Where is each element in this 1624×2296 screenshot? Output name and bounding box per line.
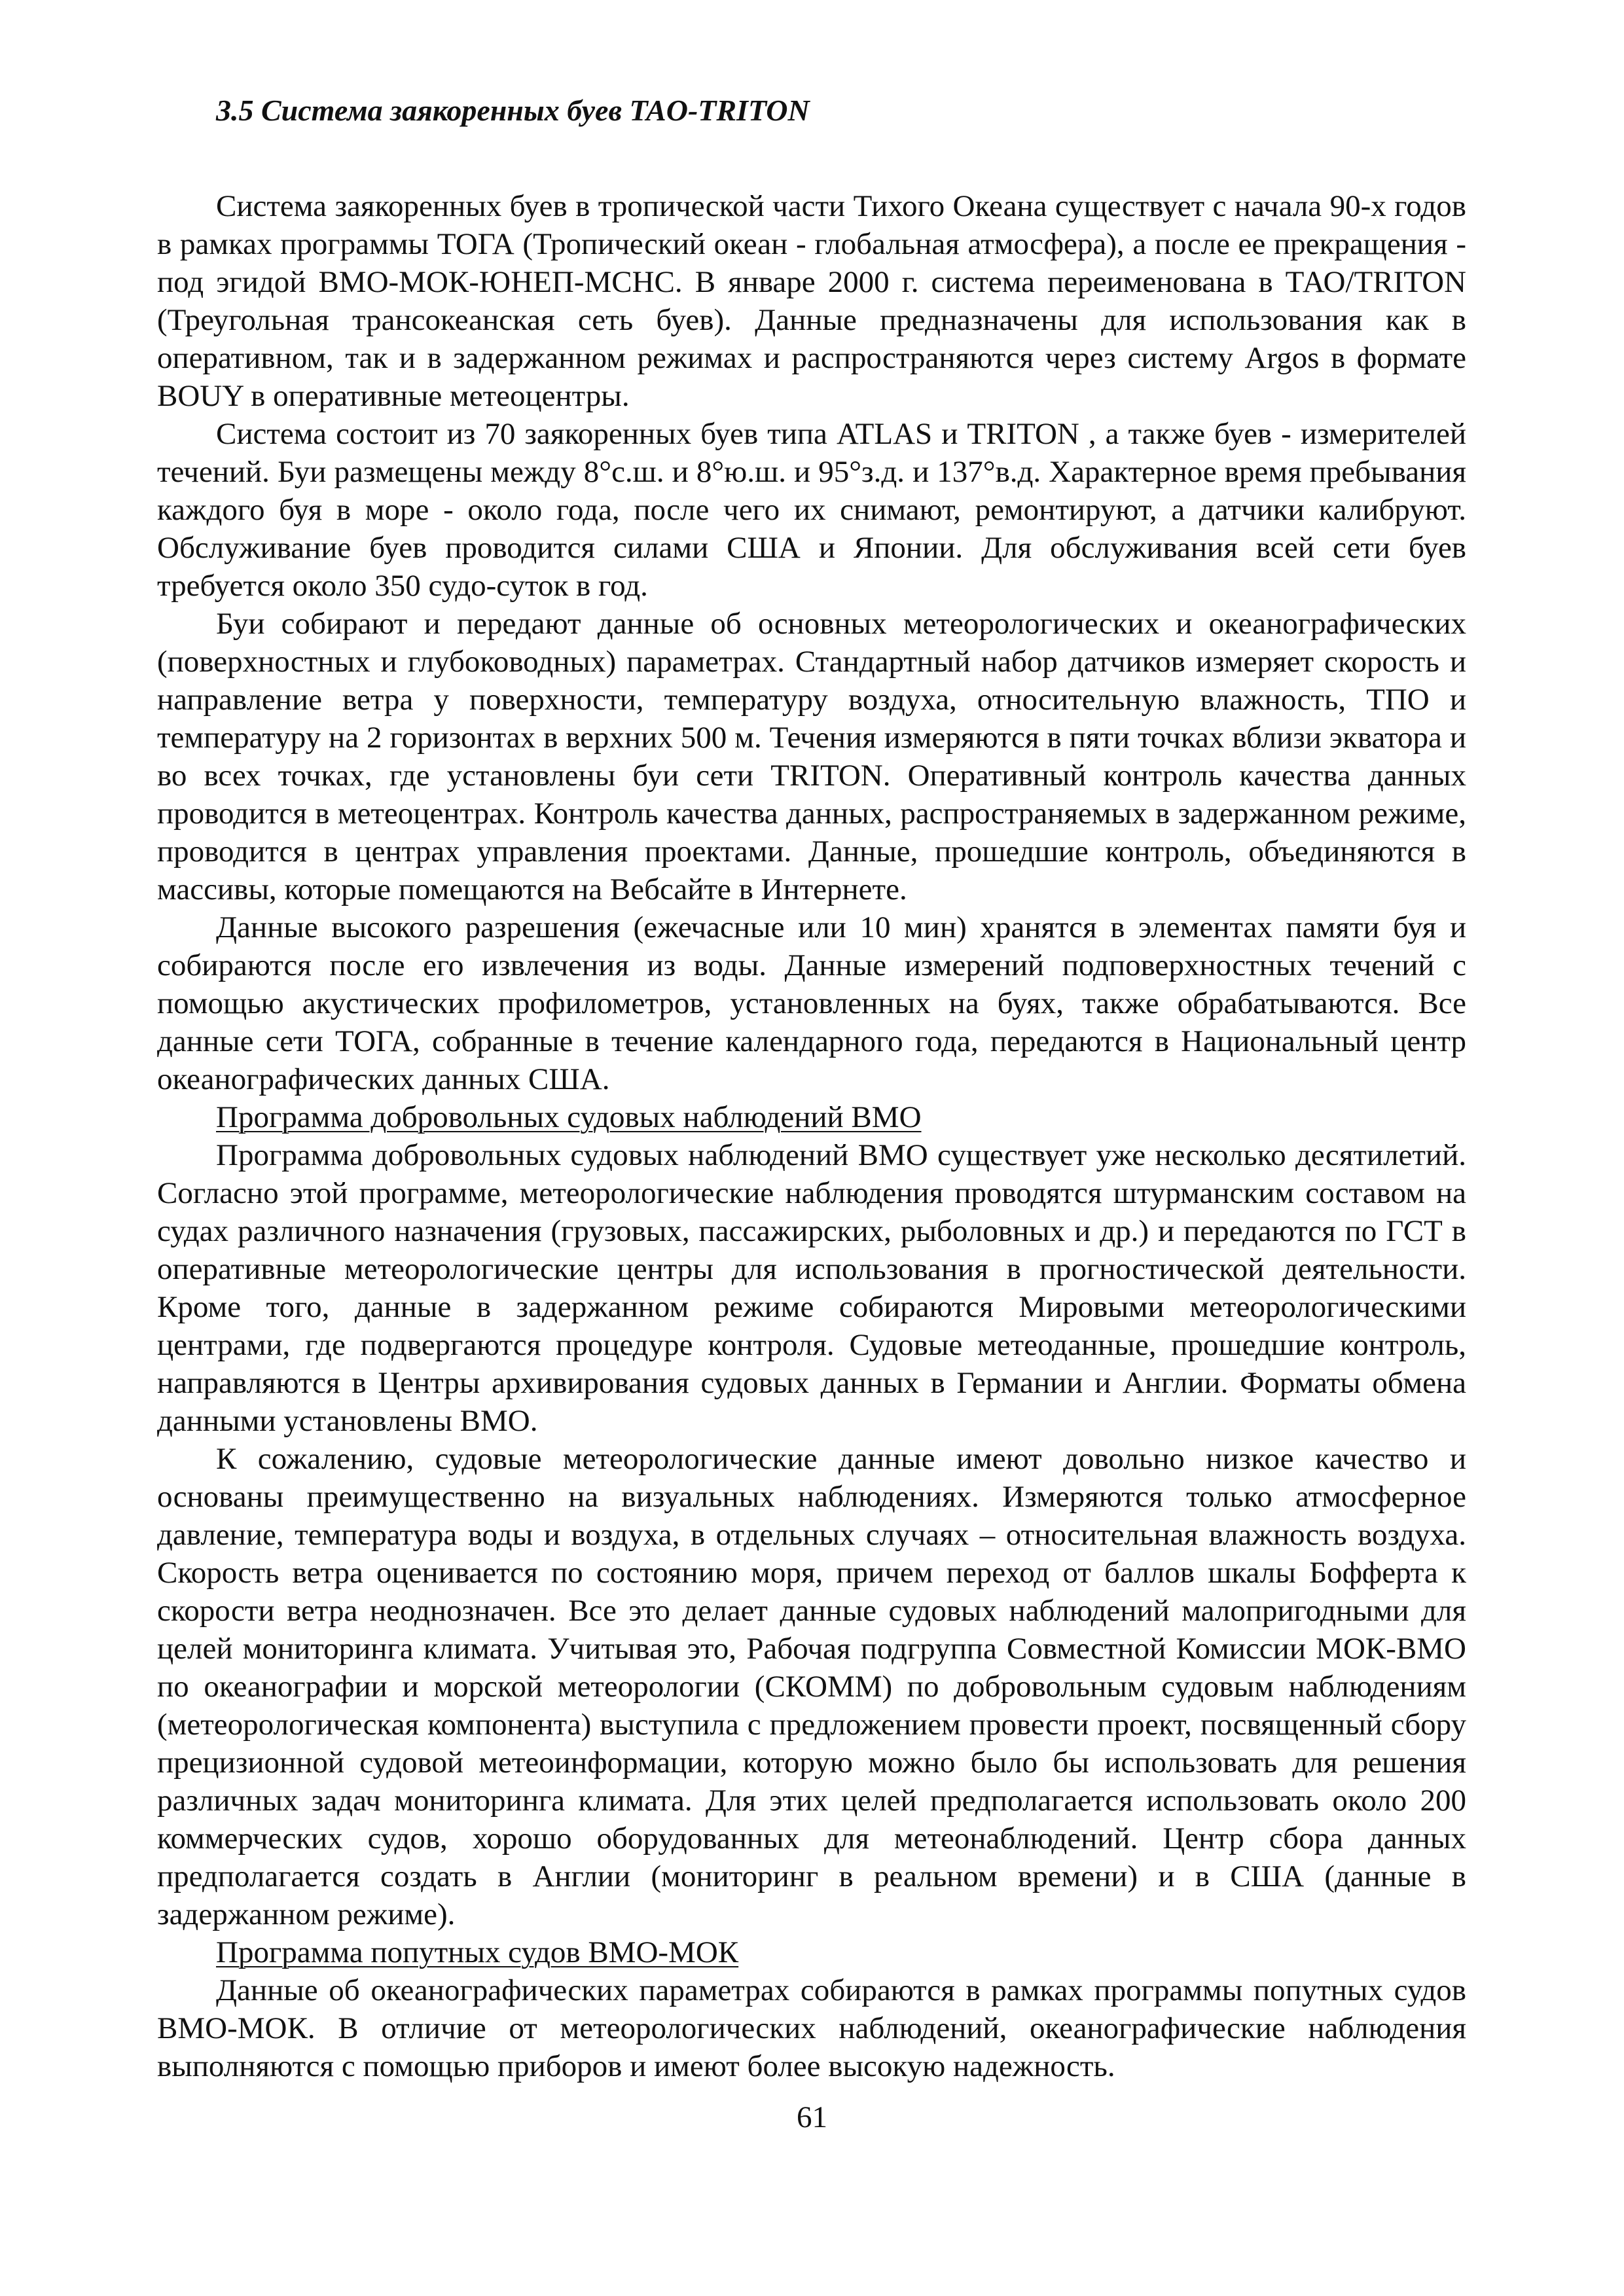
document-page [157, 92, 1466, 2085]
subsection-title-vos: Программа добровольных судовых наблюдений ВМО [216, 1100, 922, 1134]
section-title: 3.5 Система заякоренных буев TAO-TRITON [216, 94, 810, 127]
paragraph-soop-program: Данные об океанографических параметрах собираются в рамках программы попутных судов ВМО-МОК. В отличие от метеорологических наблюдений, океанографические наблюдения выполняются с помощью приборов и имеют более высокую надежность. [157, 1973, 1466, 2083]
paragraph-high-resolution-data: Данные высокого разрешения (ежечасные или 10 мин) хранятся в элементах памяти буя и собираются после его извлечения из воды. Данные измерений подповерхностных течений с помощью акустических профилометров, установленных на буях, также обрабатываются. Все данные сети ТОГА, собранные в течение календарного года, передаются в Национальный центр океанографических данных США. [157, 910, 1466, 1096]
subsection-title-soop: Программа попутных судов ВМО-МОК [216, 1935, 739, 1969]
paragraph-vos-program: Программа добровольных судовых наблюдений ВМО существует уже несколько десятилетий. Согласно этой программе, метеорологические наблюдения проводятся штурманским составом на судах различного назначения (грузовых, пассажирских, рыболовных и др.) и передаются по ГСТ в оперативные метеорологические центры для использования в прогностической деятельности. Кроме того, данные в задержанном режиме собираются Мировыми метеорологическими центрами, где подвергаются процедуре контроля. Судовые метеоданные, прошедшие контроль, направляются в Центры архивирования судовых данных в Германии и Англии. Форматы обмена данными установлены ВМО. [157, 1138, 1466, 1438]
paragraph-buoy-sensors: Буи собирают и передают данные об основных метеорологических и океанографических (поверхностных и глубоководных) параметрах. Стандартный набор датчиков измеряет скорость и направление ветра у поверхности, температуру воздуха, относительную влажность, ТПО и температуру на 2 горизонтах в верхних 500 м. Течения измеряются в пяти точках вблизи экватора и во всех точках, где установлены буи сети TRITON. Оперативный контроль качества данных проводится в метеоцентрах. Контроль качества данных, распространяемых в задержанном режиме, проводится в центрах управления проектами. Данные, прошедшие контроль, объединяются в массивы, которые помещаются на Вебсайте в Интернете. [157, 607, 1466, 906]
page-number: 61 [797, 2100, 827, 2134]
paragraph-system-history: Система заякоренных буев в тропической части Тихого Океана существует с начала 90-х годов в рамках программы ТОГА (Тропический океан - глобальная атмосфера), а после ее прекращения - под эгидой ВМО-МОК-ЮНЕП-МСНС. В январе 2000 г. система переименована в ТАО/TRITON (Треугольная трансокеанская сеть буев). Данные предназначены для использования как в оперативном, так и в задержанном режимах и распространяются через систему Argos в формате BOUY в оперативные метеоцентры. [157, 189, 1466, 413]
paragraph-vos-quality: К сожалению, судовые метеорологические данные имеют довольно низкое качество и основаны преимущественно на визуальных наблюдениях. Измеряются только атмосферное давление, температура воды и воздуха, в отдельных случаях – относительная влажность воздуха. Скорость ветра оценивается по состоянию моря, причем переход от баллов шкалы Бофферта к скорости ветра неоднозначен. Все это делает данные судовых наблюдений малопригодными для целей мониторинга климата. Учитывая это, Рабочая подгруппа Совместной Комиссии МОК-ВМО по океанографии и морской метеорологии (СКОММ) по добровольным судовым наблюдениям (метеорологическая компонента) выступила с предложением провести проект, посвященный сбору прецизионной судовой метеоинформации, которую можно было бы использовать для решения различных задач мониторинга климата. Для этих целей предполагается использовать около 200 коммерческих судов, хорошо оборудованных для метеонаблюдений. Центр сбора данных предполагается создать в Англии (мониторинг в реальном времени) и в США (данные в задержанном режиме). [157, 1442, 1466, 1931]
paragraph-system-composition: Система состоит из 70 заякоренных буев типа ATLAS и TRITON , а также буев - измерителей течений. Буи размещены между 8°с.ш. и 8°ю.ш. и 95°з.д. и 137°в.д. Характерное время пребывания каждого буя в море - около года, после чего их снимают, ремонтируют, а датчики калибруют. Обслуживание буев проводится силами США и Японии. Для обслуживания всей сети буев требуется около 350 судо-суток в год. [157, 417, 1466, 603]
